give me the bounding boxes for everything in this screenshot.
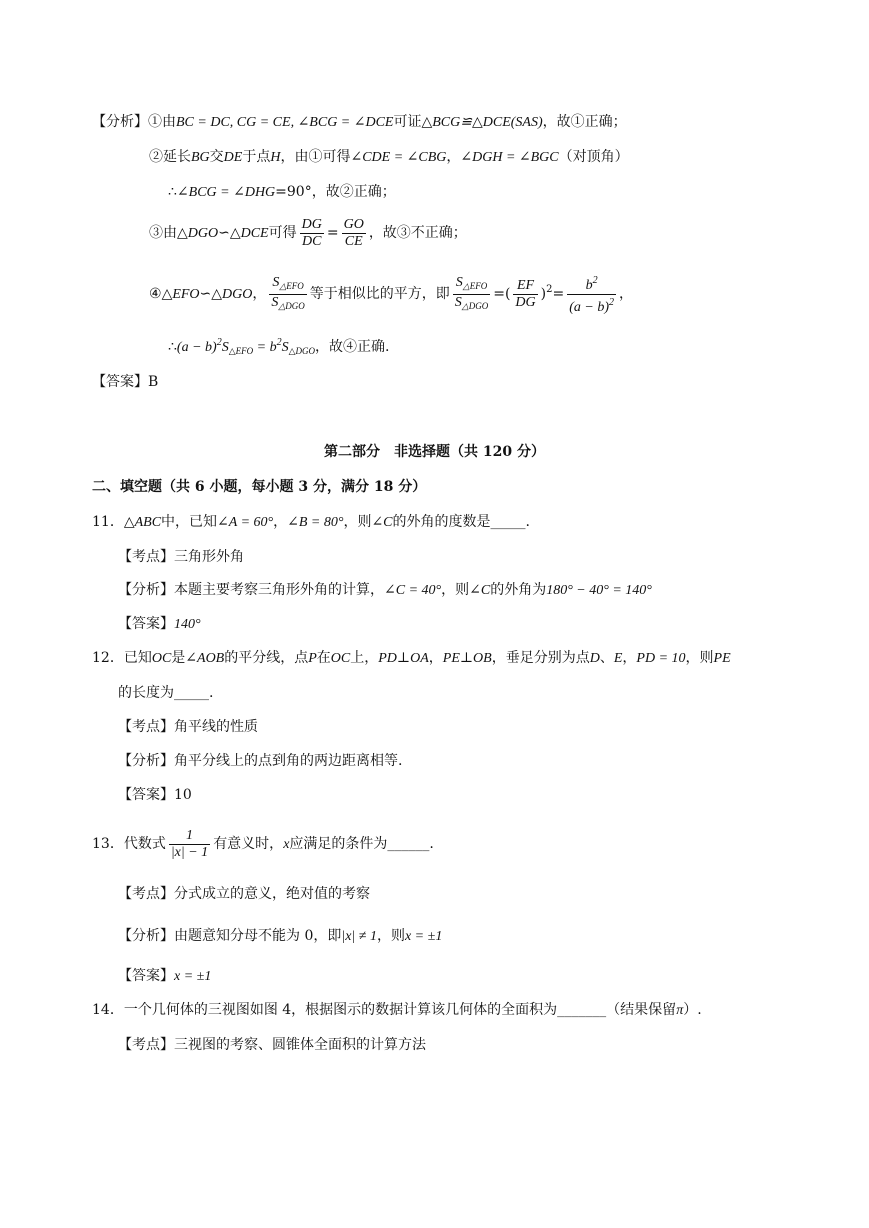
q12-fenxi: 【分析】角平分线上的点到角的两边距离相等. — [118, 753, 403, 769]
question-11: 11．△ABC中，已知∠A = 60°，∠B = 80°，则∠C的外角的度数是_____. — [92, 514, 530, 530]
question-14: 14．一个几何体的三视图如图 4，根据图示的数据计算该几何体的全面积为_______（结果保留π）. — [92, 1002, 702, 1018]
q11-answer: 【答案】140° — [118, 616, 201, 632]
fraction-dg-dc: $\frac{DG}{DC}$ — [301, 216, 322, 249]
section-title: 二、填空题（共 6 小题，每小题 3 分，满分 18 分） — [92, 479, 427, 495]
analysis-line-2: ②延长BG交DE于点H，由①可得∠CDE = ∠CBG，∠DGH = ∠BGC（对顶角） — [149, 149, 629, 165]
q12-kaodian: 【考点】角平线的性质 — [118, 719, 258, 735]
fraction-go-ce: $\frac{GO}{CE}$ — [343, 216, 364, 249]
q12-answer: 【答案】10 — [118, 787, 192, 803]
analysis-line-4: ③由△DGO∽△DCE可得 $\frac{DG}{DC}$ = $\frac{GO}{CE}$ ，故③不正确； — [149, 216, 467, 249]
analysis-line-3: ∴∠BCG = ∠DHG=90°，故②正确； — [168, 184, 396, 200]
part2-title: 第二部分 非选择题（共 120 分） — [324, 444, 545, 460]
fraction-area-ratio-1: $\frac{S_{\triangle EFO}}{S_{\triangle DGO}}$ — [269, 275, 306, 314]
fraction-1-over-abs-x-minus-1: $\frac{1}{|x| - 1}$ — [170, 827, 209, 860]
analysis-line-5: ④△EFO∽△DGO， $\frac{S_{\triangle EFO}}{S_{\triangle DGO}}$ 等于相似比的平方，即 $\frac{S_{\triangle EFO}}{S_{\triangle DGO}}$ =( $\frac{EF}{DG}$ )$^2$= $\frac{b^2}{(a - b)^2}$ ， — [149, 274, 634, 315]
q11-fenxi: 【分析】本题主要考察三角形外角的计算，∠C = 40°，则∠C的外角为180° − 40° = 140° — [118, 582, 652, 598]
analysis-line-6: ∴(a − $b)^2S_{\triangle EFO} = b^2S_{\triangle DGO}$，故④正确. — [168, 337, 390, 356]
fraction-b2-ab2: $\frac{b^2}{(a - b)^2}$ — [569, 274, 615, 315]
q13-kaodian: 【考点】分式成立的意义，绝对值的考察 — [118, 886, 370, 902]
analysis-label: 【分析】 — [92, 114, 148, 130]
q11-kaodian: 【考点】三角形外角 — [118, 549, 244, 565]
question-13: 13．代数式 $\frac{1}{|x| - 1}$ 有意义时，x应满足的条件为______. — [92, 827, 434, 860]
q13-fenxi: 【分析】由题意知分母不能为 0，即|x| ≠ 1，则x = ±1 — [118, 928, 443, 944]
fraction-area-ratio-2: $\frac{S_{\triangle EFO}}{S_{\triangle DGO}}$ — [453, 275, 490, 314]
fraction-ef-dg: $\frac{EF}{DG}$ — [515, 277, 536, 310]
q12-line-2: 的长度为_____. — [118, 685, 214, 701]
question-12: 12．已知OC是∠AOB的平分线，点P在OC上，PD⊥OA，PE⊥OB，垂足分别为点D、E，PD = 10，则PE — [92, 650, 731, 666]
q13-answer: 【答案】x = ±1 — [118, 968, 212, 984]
analysis-line-1: 【分析】①由BC = DC, CG = CE, ∠BCG = ∠DCE可证△BCG≌△DCE(SAS)，故①正确； — [92, 114, 627, 130]
q14-kaodian: 【考点】三视图的考察、圆锥体全面积的计算方法 — [118, 1037, 426, 1053]
answer-prev: 【答案】B — [92, 374, 159, 390]
